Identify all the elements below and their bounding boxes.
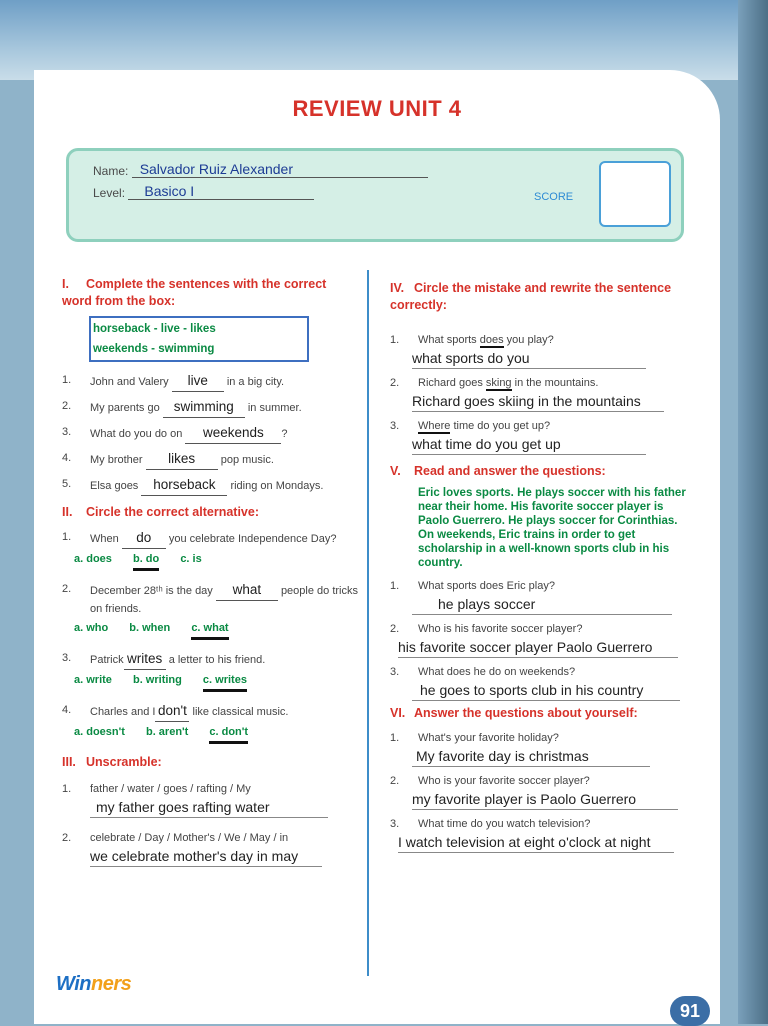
s2-question-3: 3. Patrick writes a letter to his friend. a. write b. writing c. writes (62, 650, 358, 692)
left-column (62, 276, 358, 867)
s1-question-3: 3. What do you do on weekends ? (62, 424, 358, 444)
s5-question-2: 2. Who is his favorite soccer player? his favorite soccer player Paolo Guerrero (390, 621, 690, 658)
s2-question-4: 4. Charles and I don't like classical music. a. doesn't b. aren't c. don't (62, 702, 358, 744)
s2-q1-option-b[interactable]: b. do (133, 551, 159, 571)
s2-answer-3-blank[interactable]: writes (124, 650, 166, 670)
s6-question-3: 3. What time do you watch television? I watch television at eight o'clock at night (390, 816, 690, 853)
section-2 (62, 504, 358, 744)
s3-question-1: 1. father / water / goes / rafting / My my father goes rafting water (62, 781, 358, 818)
word-box-line-1: horseback - live - likes (93, 323, 216, 335)
section-6-title: VI. Answer the questions about yourself: (390, 706, 638, 720)
name-value: Salvador Ruiz Alexander (139, 161, 293, 177)
s4-q1-mistake[interactable]: does (479, 334, 504, 346)
s2-q4-option-c[interactable]: c. don't (209, 724, 248, 744)
s4-answer-1-line[interactable]: what sports do you (412, 349, 646, 369)
s5-answer-3-line[interactable]: he goes to sports club in his country (412, 681, 680, 701)
s6-question-2: 2. Who is your favorite soccer player? my favorite player is Paolo Guerrero (390, 773, 690, 810)
name-field[interactable] (132, 161, 428, 178)
s1-answer-2-blank[interactable]: swimming (163, 398, 245, 418)
s1-question-5: 5. Elsa goes horseback riding on Mondays. (62, 476, 358, 496)
s3-question-2: 2. celebrate / Day / Mother's / We / May / in we celebrate mother's day in may (62, 830, 358, 867)
s2-q3-option-c[interactable]: c. writes (203, 672, 247, 692)
s5-answer-1-line[interactable]: he plays soccer (412, 595, 672, 615)
s2-q2-option-a[interactable]: a. who (74, 622, 109, 634)
s2-question-1: 1. When do you celebrate Independence Day? a. does b. do c. is (62, 529, 358, 571)
background-top (0, 0, 768, 80)
s2-q1-option-c[interactable]: c. is (180, 553, 202, 565)
s5-question-3: 3. What does he do on weekends? he goes to sports club in his country (390, 664, 690, 701)
student-info-box (66, 148, 684, 242)
s2-answer-1-blank[interactable]: do (122, 529, 166, 549)
s4-question-1: 1. What sports does you play? what sports do you (390, 332, 690, 369)
section-6 (390, 705, 690, 853)
s3-answer-2-line[interactable]: we celebrate mother's day in may (90, 847, 322, 867)
page-number: 91 (670, 996, 710, 1026)
s1-question-2: 2. My parents go swimming in summer. (62, 398, 358, 418)
level-label: Level: (93, 186, 126, 200)
s1-answer-1-blank[interactable]: live (172, 372, 224, 392)
section-4 (390, 280, 690, 455)
section-3 (62, 754, 358, 867)
score-box[interactable] (599, 161, 671, 227)
s4-answer-3-line[interactable]: what time do you get up (412, 435, 646, 455)
word-box-line-2: weekends - swimming (93, 343, 215, 355)
section-3-title: III. Unscramble: (62, 755, 162, 769)
section-1 (62, 276, 358, 496)
s2-q3-option-b[interactable]: b. writing (132, 674, 182, 686)
score-label: SCORE (534, 191, 574, 203)
s1-question-4: 4. My brother likes pop music. (62, 450, 358, 470)
s2-q4-option-a[interactable]: a. doesn't (74, 726, 125, 738)
s6-question-1: 1. What's your favorite holiday? My favorite day is christmas (390, 730, 690, 767)
level-field[interactable] (128, 183, 314, 200)
page-title: REVIEW UNIT 4 (292, 96, 462, 121)
s2-q3-option-a[interactable]: a. write (74, 674, 112, 686)
s2-question-2: 2. December 28ᵗʰ is the day what people do tricks on friends. a. who b. when c. what (62, 581, 358, 640)
s6-answer-1-line[interactable]: My favorite day is christmas (412, 747, 650, 767)
section-5 (390, 463, 690, 701)
s4-q2-mistake[interactable]: sking (485, 377, 512, 389)
s2-q1-option-a[interactable]: a. does (74, 553, 112, 565)
section-4-title: IV. Circle the mistake and rewrite the sentence correctly: (390, 281, 672, 312)
s5-answer-2-line[interactable]: his favorite soccer player Paolo Guerrero (398, 638, 678, 658)
s4-question-2: 2. Richard goes sking in the mountains. Richard goes skiing in the mountains (390, 375, 690, 412)
section-1-title: I. Complete the sentences with the correct word from the box: (62, 277, 327, 308)
s4-question-3: 3. Where time do you get up? what time do you get up (390, 418, 690, 455)
reading-passage: Eric loves sports. He plays soccer with his father near their home. His favorite soccer player is Paolo Guerrero. He plays soccer for Corinthias. On weekends, Eric trains in order to get scholarship in a well-known sports club in his country. (418, 487, 686, 569)
s6-answer-3-line[interactable]: I watch television at eight o'clock at night (398, 833, 674, 853)
section-5-title: V. Read and answer the questions: (390, 464, 606, 478)
s1-answer-4-blank[interactable]: likes (146, 450, 218, 470)
level-value: Basico I (144, 183, 195, 199)
s2-answer-4-blank[interactable]: don't (155, 702, 189, 722)
column-divider (367, 270, 369, 976)
s2-q2-option-b[interactable]: b. when (129, 622, 171, 634)
s1-question-1: 1. John and Valery live in a big city. (62, 372, 358, 392)
section-2-title: II. Circle the correct alternative: (62, 505, 259, 519)
level-row (93, 183, 314, 200)
word-box (89, 316, 309, 362)
s5-question-1: 1. What sports does Eric play? he plays soccer (390, 578, 690, 615)
book-spine (738, 0, 768, 1024)
s1-answer-5-blank[interactable]: horseback (141, 476, 227, 496)
s2-answer-2-blank[interactable]: what (216, 581, 278, 601)
name-label: Name: (93, 164, 129, 178)
s6-answer-2-line[interactable]: my favorite player is Paolo Guerrero (412, 790, 678, 810)
s2-q4-option-b[interactable]: b. aren't (145, 726, 189, 738)
s3-answer-1-line[interactable]: my father goes rafting water (90, 798, 328, 818)
worksheet-page (34, 70, 720, 1024)
s2-q2-option-c[interactable]: c. what (191, 620, 228, 640)
right-column (390, 280, 690, 853)
s1-answer-3-blank[interactable]: weekends (185, 424, 281, 444)
name-row (93, 161, 428, 178)
s4-answer-2-line[interactable]: Richard goes skiing in the mountains (412, 392, 664, 412)
s4-q3-mistake[interactable]: Where (418, 420, 451, 432)
winners-logo: Winners (56, 973, 132, 995)
